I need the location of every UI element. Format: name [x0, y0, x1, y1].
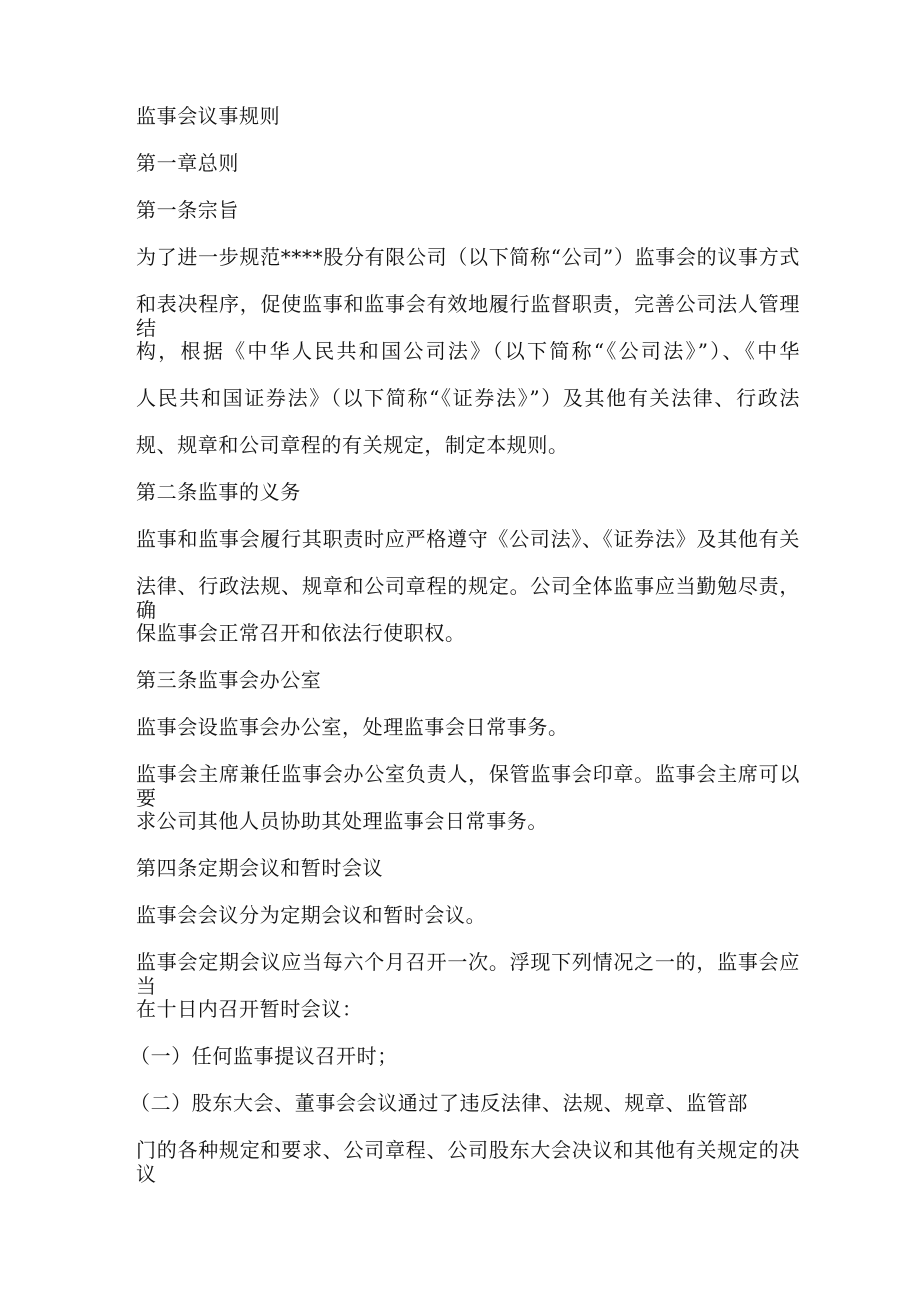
section-4-paragraph-3	[130, 1044, 800, 1068]
section-3-paragraph-1	[136, 715, 800, 739]
section-heading-3: 第三条监事会办公室	[136, 668, 322, 692]
paragraph-line: 保监事会正常召开和依法行使职权。	[136, 621, 466, 645]
list-item: （二）股东大会、董事会会议通过了违反法律、法规、规章、监管部	[130, 1091, 748, 1115]
paragraph-line: 求公司其他人员协助其处理监事会日常事务。	[136, 809, 548, 833]
paragraph-line: 监事会定期会议应当每六个月召开一次。浮现下列情况之一的，监事会应当	[136, 950, 800, 998]
paragraph-line: 人民共和国证券法》（以下简称“《证券法》”）及其他有关法律、行政法	[136, 386, 800, 410]
section-4-paragraph-4	[130, 1091, 800, 1186]
paragraph-line: 和表决程序，促使监事和监事会有效地履行监督职责，完善公司法人管理结	[136, 292, 800, 340]
section-1-paragraph-1	[136, 245, 800, 457]
section-2-paragraph-1	[136, 527, 800, 645]
chapter-heading: 第一章总则	[136, 151, 239, 175]
paragraph-line: 监事和监事会履行其职责时应严格遵守《公司法》、《证券法》及其他有关	[136, 527, 800, 551]
paragraph-line: 法律、行政法规、规章和公司章程的规定。公司全体监事应当勤勉尽责，确	[136, 574, 800, 622]
section-4-paragraph-1	[136, 903, 800, 927]
section-4-paragraph-2	[136, 950, 800, 1021]
document-page	[130, 104, 800, 1186]
section-3-paragraph-2	[136, 762, 800, 833]
list-item: （一）任何监事提议召开时；	[130, 1044, 398, 1068]
paragraph-line: 监事会设监事会办公室，处理监事会日常事务。	[136, 715, 569, 739]
section-heading-2: 第二条监事的义务	[136, 480, 301, 504]
paragraph-line: 构，根据《中华人民共和国公司法》（以下简称“《公司法》”）、《中华	[136, 339, 800, 363]
section-heading-1: 第一条宗旨	[136, 198, 239, 222]
paragraph-line: 监事会主席兼任监事会办公室负责人，保管监事会印章。监事会主席可以要	[136, 762, 800, 810]
section-heading-4: 第四条定期会议和暂时会议	[136, 856, 384, 880]
paragraph-line: 在十日内召开暂时会议：	[136, 997, 363, 1021]
paragraph-line: 为了进一步规范****股分有限公司（以下简称“公司”）监事会的议事方式	[136, 245, 800, 269]
document-title: 监事会议事规则	[136, 104, 281, 128]
paragraph-line: 规、规章和公司章程的有关规定，制定本规则。	[136, 433, 569, 457]
paragraph-line: 门的各种规定和要求、公司章程、公司股东大会决议和其他有关规定的决议	[136, 1138, 800, 1186]
paragraph-line: 监事会会议分为定期会议和暂时会议。	[136, 903, 487, 927]
